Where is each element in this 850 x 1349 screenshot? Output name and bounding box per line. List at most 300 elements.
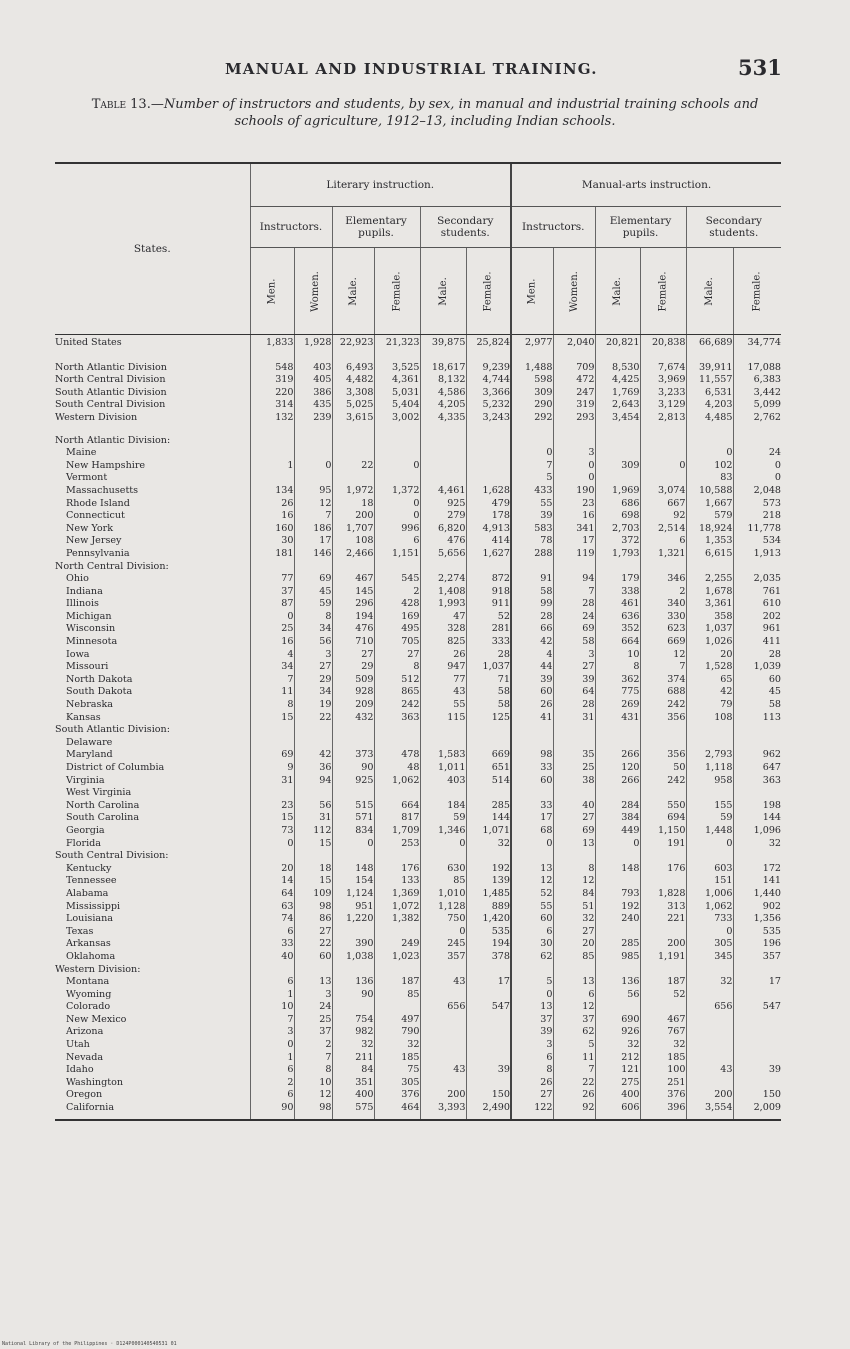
- cell-value: 59: [294, 598, 332, 611]
- cell-value: 476: [420, 535, 466, 548]
- cell-value: 30: [511, 938, 553, 951]
- cell-value: [374, 561, 420, 574]
- cell-value: 119: [553, 548, 595, 561]
- cell-value: 115: [420, 712, 466, 725]
- cell-value: 479: [466, 498, 511, 511]
- cell-value: 13: [553, 838, 595, 851]
- cell-value: 1,191: [640, 951, 686, 964]
- cell-value: 154: [332, 875, 374, 888]
- cell-value: 414: [466, 535, 511, 548]
- cell-value: [553, 787, 595, 800]
- cell-value: [466, 435, 511, 448]
- state-name: Idaho: [66, 1064, 94, 1076]
- cell-value: 78: [511, 535, 553, 548]
- cell-value: [553, 435, 595, 448]
- cell-value: 1,037: [686, 623, 733, 636]
- cell-value: 313: [640, 901, 686, 914]
- table-row: [55, 749, 781, 762]
- cell-value: 926: [595, 1026, 640, 1039]
- cell-value: [686, 724, 733, 737]
- state-name: Mississippi: [66, 900, 121, 912]
- cell-value: 5,656: [420, 548, 466, 561]
- cell-value: 509: [332, 674, 374, 687]
- table-row: [55, 485, 781, 498]
- col-women: Women.: [309, 271, 321, 312]
- state-name: South Carolina: [66, 812, 140, 824]
- cell-value: 0: [733, 460, 781, 473]
- cell-value: 160: [250, 523, 294, 536]
- cell-value: 90: [332, 762, 374, 775]
- cell-value: [733, 1039, 781, 1052]
- cell-value: 121: [595, 1064, 640, 1077]
- cell-value: 62: [511, 951, 553, 964]
- cell-value: 125: [466, 712, 511, 725]
- cell-value: 330: [640, 611, 686, 624]
- cell-value: 432: [332, 712, 374, 725]
- cell-value: [595, 561, 640, 574]
- cell-value: 7: [250, 674, 294, 687]
- state-name: North Atlantic Division:: [55, 434, 171, 446]
- state-name: Florida: [66, 837, 102, 849]
- cell-value: [332, 926, 374, 939]
- cell-value: 209: [332, 699, 374, 712]
- cell-value: 31: [294, 812, 332, 825]
- cell-value: 39: [553, 674, 595, 687]
- state-name: Colorado: [66, 1001, 111, 1013]
- cell-value: 1,420: [466, 913, 511, 926]
- cell-value: 95: [294, 485, 332, 498]
- cell-value: 356: [640, 749, 686, 762]
- cell-value: 1: [250, 1052, 294, 1065]
- cell-value: [294, 787, 332, 800]
- cell-value: 102: [686, 460, 733, 473]
- col-female: Female.: [482, 271, 494, 312]
- cell-value: 20: [553, 938, 595, 951]
- cell-value: 636: [595, 611, 640, 624]
- cell-value: 113: [733, 712, 781, 725]
- state-name: New Jersey: [66, 535, 122, 547]
- cell-value: 194: [332, 611, 374, 624]
- cell-value: 187: [640, 976, 686, 989]
- cell-value: 30: [250, 535, 294, 548]
- col-male: Male.: [704, 277, 716, 306]
- cell-value: 579: [686, 510, 733, 523]
- cell-value: [466, 724, 511, 737]
- cell-value: [595, 926, 640, 939]
- cell-value: 58: [733, 699, 781, 712]
- cell-value: 1,369: [374, 888, 420, 901]
- table-row: [55, 787, 781, 800]
- state-name: United States: [55, 337, 122, 348]
- cell-value: 17: [511, 812, 553, 825]
- cell-value: 4: [511, 649, 553, 662]
- cell-value: 39: [466, 1064, 511, 1077]
- cell-value: 14: [250, 875, 294, 888]
- cell-value: 467: [332, 573, 374, 586]
- cell-value: 212: [595, 1052, 640, 1065]
- cell-value: 37: [553, 1014, 595, 1027]
- cell-value: 196: [733, 938, 781, 951]
- state-name: Illinois: [66, 598, 99, 610]
- cell-value: 0: [733, 472, 781, 485]
- cell-value: 11,778: [733, 523, 781, 536]
- cell-value: [595, 737, 640, 750]
- cell-value: [466, 850, 511, 863]
- cell-value: 22: [553, 1077, 595, 1090]
- state-name: Pennsylvania: [66, 547, 130, 559]
- cell-value: 1,062: [686, 901, 733, 914]
- cell-value: 90: [250, 1102, 294, 1120]
- cell-value: [511, 724, 553, 737]
- cell-value: 1,709: [374, 825, 420, 838]
- cell-value: 761: [733, 586, 781, 599]
- cell-value: 309: [595, 460, 640, 473]
- cell-value: 20,838: [640, 335, 686, 352]
- cell-value: 710: [332, 636, 374, 649]
- cell-value: 961: [733, 623, 781, 636]
- cell-value: 2,514: [640, 523, 686, 536]
- cell-value: 669: [640, 636, 686, 649]
- cell-value: 45: [733, 686, 781, 699]
- cell-value: [733, 850, 781, 863]
- cell-value: [733, 1077, 781, 1090]
- cell-value: 98: [294, 901, 332, 914]
- cell-value: 220: [250, 387, 294, 400]
- cell-value: 75: [374, 1064, 420, 1077]
- state-name: Arkansas: [66, 938, 111, 950]
- state-name: Maine: [66, 447, 97, 459]
- cell-value: 1,321: [640, 548, 686, 561]
- cell-value: 73: [250, 825, 294, 838]
- cell-value: [686, 964, 733, 977]
- statistics-table: [55, 162, 781, 1121]
- cell-value: 1,707: [332, 523, 374, 536]
- cell-value: [420, 787, 466, 800]
- cell-value: 982: [332, 1026, 374, 1039]
- cell-value: 31: [553, 712, 595, 725]
- cell-value: 1,678: [686, 586, 733, 599]
- cell-value: 74: [250, 913, 294, 926]
- cell-value: 239: [294, 412, 332, 425]
- cell-value: [595, 724, 640, 737]
- cell-value: [640, 964, 686, 977]
- cell-value: 0: [420, 838, 466, 851]
- cell-value: 547: [466, 1001, 511, 1014]
- table-row: [55, 1089, 781, 1102]
- cell-value: 266: [595, 749, 640, 762]
- cell-value: 221: [640, 913, 686, 926]
- cell-value: 1,356: [733, 913, 781, 926]
- cell-value: [420, 964, 466, 977]
- cell-value: [374, 435, 420, 448]
- cell-value: 77: [250, 573, 294, 586]
- cell-value: 133: [374, 875, 420, 888]
- literary-elementary-header: Elementary pupils.: [332, 207, 420, 248]
- cell-value: 698: [595, 510, 640, 523]
- cell-value: 3,361: [686, 598, 733, 611]
- cell-value: [595, 435, 640, 448]
- cell-value: 4,335: [420, 412, 466, 425]
- cell-value: 4,203: [686, 399, 733, 412]
- col-female: Female.: [751, 271, 763, 312]
- cell-value: 2,490: [466, 1102, 511, 1120]
- state-name: Ohio: [66, 573, 89, 585]
- cell-value: 1,010: [420, 888, 466, 901]
- cell-value: [640, 1001, 686, 1014]
- cell-value: 2: [250, 1077, 294, 1090]
- cell-value: 269: [595, 699, 640, 712]
- cell-value: 0: [294, 460, 332, 473]
- cell-value: 865: [374, 686, 420, 699]
- cell-value: 91: [511, 573, 553, 586]
- cell-value: [250, 472, 294, 485]
- cell-value: 62: [553, 1026, 595, 1039]
- cell-value: 7: [294, 1052, 332, 1065]
- cell-value: 42: [686, 686, 733, 699]
- cell-value: 0: [420, 926, 466, 939]
- cell-value: 296: [332, 598, 374, 611]
- cell-value: 63: [250, 901, 294, 914]
- state-name: Western Division:: [55, 963, 141, 975]
- cell-value: 192: [466, 863, 511, 876]
- cell-value: 90: [332, 989, 374, 1002]
- cell-value: [686, 850, 733, 863]
- cell-value: 32: [595, 1039, 640, 1052]
- cell-value: 35: [553, 749, 595, 762]
- cell-value: 8: [294, 611, 332, 624]
- cell-value: 750: [420, 913, 466, 926]
- cell-value: 6,820: [420, 523, 466, 536]
- cell-value: 42: [511, 636, 553, 649]
- cell-value: 667: [640, 498, 686, 511]
- cell-value: 7: [553, 1064, 595, 1077]
- cell-value: 0: [686, 838, 733, 851]
- cell-value: 185: [640, 1052, 686, 1065]
- state-name: Wyoming: [66, 988, 112, 1000]
- cell-value: 60: [294, 951, 332, 964]
- cell-value: [640, 787, 686, 800]
- cell-value: 651: [466, 762, 511, 775]
- cell-value: 775: [595, 686, 640, 699]
- cell-value: 242: [374, 699, 420, 712]
- cell-value: 928: [332, 686, 374, 699]
- cell-value: 363: [733, 775, 781, 788]
- table-row: [55, 913, 781, 926]
- cell-value: 4,586: [420, 387, 466, 400]
- cell-value: 606: [595, 1102, 640, 1120]
- cell-value: 985: [595, 951, 640, 964]
- cell-value: 39: [511, 510, 553, 523]
- cell-value: 6: [250, 926, 294, 939]
- cell-value: 43: [420, 686, 466, 699]
- cell-value: 200: [332, 510, 374, 523]
- cell-value: 28: [466, 649, 511, 662]
- cell-value: 43: [420, 1064, 466, 1077]
- cell-value: 305: [686, 938, 733, 951]
- cell-value: [374, 737, 420, 750]
- cell-value: 108: [686, 712, 733, 725]
- table-row: [55, 838, 781, 851]
- cell-value: [374, 1001, 420, 1014]
- cell-value: 472: [553, 374, 595, 387]
- cell-value: [553, 964, 595, 977]
- cell-value: 2,762: [733, 412, 781, 425]
- col-male: Male.: [612, 277, 624, 306]
- cell-value: [511, 787, 553, 800]
- cell-value: 25: [553, 762, 595, 775]
- cell-value: [595, 850, 640, 863]
- cell-value: 290: [511, 399, 553, 412]
- cell-value: 7: [250, 1014, 294, 1027]
- cell-value: 515: [332, 800, 374, 813]
- cell-value: [733, 1026, 781, 1039]
- table-row: [55, 472, 781, 485]
- table-row: [55, 535, 781, 548]
- cell-value: 403: [420, 775, 466, 788]
- state-name: Maryland: [66, 749, 113, 761]
- cell-value: 66,689: [686, 335, 733, 352]
- state-name: Western Division: [55, 411, 138, 423]
- cell-value: 925: [420, 498, 466, 511]
- cell-value: 42: [294, 749, 332, 762]
- cell-value: 69: [553, 825, 595, 838]
- cell-value: 5,025: [332, 399, 374, 412]
- cell-value: [420, 850, 466, 863]
- cell-value: 497: [374, 1014, 420, 1027]
- cell-value: 20: [686, 649, 733, 662]
- cell-value: 7: [511, 460, 553, 473]
- cell-value: 178: [466, 510, 511, 523]
- cell-value: 56: [294, 800, 332, 813]
- cell-value: 2,048: [733, 485, 781, 498]
- cell-value: 52: [466, 611, 511, 624]
- cell-value: 245: [420, 938, 466, 951]
- cell-value: 3,525: [374, 362, 420, 375]
- cell-value: 3,233: [640, 387, 686, 400]
- cell-value: 17: [553, 535, 595, 548]
- cell-value: 664: [595, 636, 640, 649]
- cell-value: 8: [595, 661, 640, 674]
- cell-value: 28: [553, 699, 595, 712]
- table-row: [55, 523, 781, 536]
- cell-value: 1,382: [374, 913, 420, 926]
- cell-value: 122: [511, 1102, 553, 1120]
- cell-value: 345: [686, 951, 733, 964]
- caption-label: Table 13.—: [91, 97, 164, 112]
- cell-value: 1,011: [420, 762, 466, 775]
- literary-instruction-header: Literary instruction.: [250, 163, 511, 207]
- cell-value: 4,744: [466, 374, 511, 387]
- cell-value: 0: [640, 460, 686, 473]
- cell-value: 190: [553, 485, 595, 498]
- cell-value: 374: [640, 674, 686, 687]
- cell-value: 1,346: [420, 825, 466, 838]
- cell-value: 60: [733, 674, 781, 687]
- cell-value: 155: [686, 800, 733, 813]
- cell-value: 281: [466, 623, 511, 636]
- cell-value: 495: [374, 623, 420, 636]
- cell-value: 341: [553, 523, 595, 536]
- cell-value: 17: [466, 976, 511, 989]
- cell-value: 55: [420, 699, 466, 712]
- cell-value: 84: [553, 888, 595, 901]
- state-name: Arizona: [66, 1026, 104, 1038]
- cell-value: 18: [294, 863, 332, 876]
- cell-value: [595, 964, 640, 977]
- table-row: [55, 1001, 781, 1014]
- cell-value: 1,485: [466, 888, 511, 901]
- cell-value: 0: [553, 460, 595, 473]
- cell-value: 1,023: [374, 951, 420, 964]
- cell-value: 834: [332, 825, 374, 838]
- cell-value: 24: [553, 611, 595, 624]
- cell-value: [250, 737, 294, 750]
- table-row: [55, 636, 781, 649]
- cell-value: 825: [420, 636, 466, 649]
- cell-value: 27: [553, 926, 595, 939]
- state-name: District of Columbia: [66, 762, 165, 773]
- cell-value: 83: [686, 472, 733, 485]
- cell-value: 352: [595, 623, 640, 636]
- cell-value: 11: [553, 1052, 595, 1065]
- cell-value: 534: [733, 535, 781, 548]
- cell-value: 3: [250, 1026, 294, 1039]
- cell-value: [595, 875, 640, 888]
- cell-value: 29: [332, 661, 374, 674]
- cell-value: 0: [374, 498, 420, 511]
- cell-value: 3,002: [374, 412, 420, 425]
- cell-value: 132: [250, 412, 294, 425]
- cell-value: 18,617: [420, 362, 466, 375]
- cell-value: 793: [595, 888, 640, 901]
- cell-value: 176: [640, 863, 686, 876]
- cell-value: 56: [595, 989, 640, 1002]
- cell-value: 6,493: [332, 362, 374, 375]
- cell-value: 6: [553, 989, 595, 1002]
- table-row: [55, 412, 781, 425]
- state-name: New Hampshire: [66, 459, 146, 471]
- state-name: West Virginia: [66, 787, 132, 799]
- cell-value: 26: [420, 649, 466, 662]
- cell-value: 98: [511, 749, 553, 762]
- cell-value: 3,969: [640, 374, 686, 387]
- cell-value: 200: [686, 1089, 733, 1102]
- cell-value: 120: [595, 762, 640, 775]
- cell-value: 144: [733, 812, 781, 825]
- cell-value: [466, 787, 511, 800]
- cell-value: 1,151: [374, 548, 420, 561]
- cell-value: 1,038: [332, 951, 374, 964]
- cell-value: 8: [250, 699, 294, 712]
- cell-value: 0: [250, 611, 294, 624]
- cell-value: 2,793: [686, 749, 733, 762]
- state-name: Virginia: [66, 774, 105, 786]
- cell-value: 573: [733, 498, 781, 511]
- cell-value: 85: [420, 875, 466, 888]
- cell-value: 40: [553, 800, 595, 813]
- cell-value: 11: [250, 686, 294, 699]
- cell-value: [733, 787, 781, 800]
- cell-value: 647: [733, 762, 781, 775]
- cell-value: 39,875: [420, 335, 466, 352]
- cell-value: 60: [511, 775, 553, 788]
- cell-value: 2,035: [733, 573, 781, 586]
- cell-value: 47: [420, 611, 466, 624]
- cell-value: 1: [250, 460, 294, 473]
- cell-value: [332, 472, 374, 485]
- cell-value: 356: [640, 712, 686, 725]
- col-female: Female.: [391, 271, 403, 312]
